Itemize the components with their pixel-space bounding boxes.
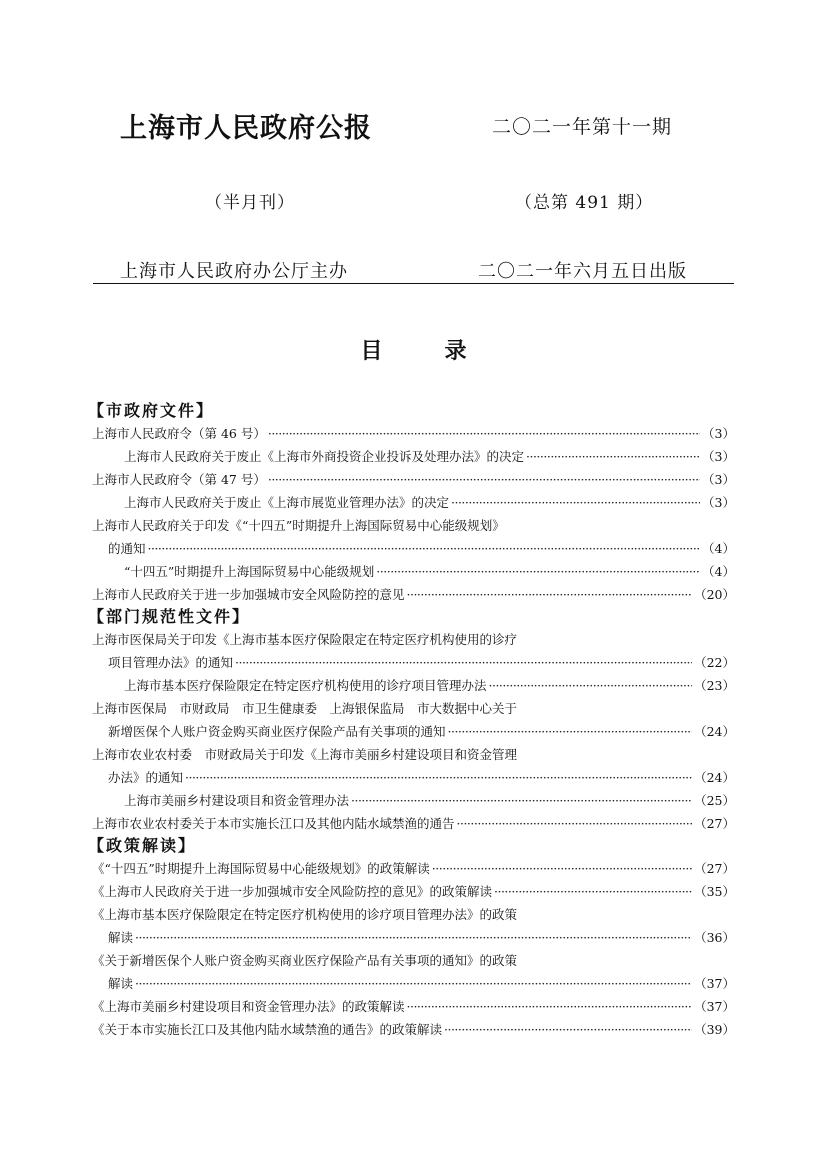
toc-entry[interactable] bbox=[92, 789, 735, 812]
table-of-contents bbox=[88, 400, 735, 1041]
toc-entry[interactable] bbox=[92, 857, 735, 880]
toc-entry[interactable] bbox=[92, 674, 735, 697]
toc-entry[interactable] bbox=[92, 651, 735, 674]
total-issue-label: （总第 491 期） bbox=[515, 193, 654, 213]
masthead-title: 上海市人民政府公报 bbox=[120, 113, 372, 144]
toc-entry[interactable] bbox=[92, 972, 735, 995]
toc-page-number: （37） bbox=[694, 976, 735, 991]
toc-entry[interactable] bbox=[92, 697, 735, 720]
toc-entry[interactable] bbox=[92, 926, 735, 949]
issue-number: 二〇二一年第十一期 bbox=[492, 116, 673, 138]
toc-entry[interactable] bbox=[92, 1018, 735, 1041]
toc-leader-dots bbox=[148, 537, 701, 560]
toc-page-number: （37） bbox=[694, 999, 735, 1014]
toc-entry-title: 上海市农业农村委 市财政局关于印发《上海市美丽乡村建设项目和资金管理 bbox=[92, 747, 518, 762]
toc-entry[interactable] bbox=[92, 949, 735, 972]
toc-leader-dots bbox=[268, 422, 700, 445]
toc-section-heading: 【政策解读】 bbox=[88, 836, 197, 855]
toc-section-heading: 【市政府文件】 bbox=[88, 401, 215, 420]
toc-entry[interactable] bbox=[92, 537, 735, 560]
toc-entry-title: 上海市人民政府令（第 46 号） bbox=[92, 426, 266, 441]
toc-page-number: （4） bbox=[702, 541, 735, 556]
toc-page-number: （24） bbox=[694, 770, 735, 785]
toc-page-number: （3） bbox=[702, 495, 735, 510]
toc-leader-dots bbox=[451, 491, 700, 514]
toc-page-number: （22） bbox=[694, 655, 735, 670]
toc-entry-title: 上海市人民政府关于废止《上海市展览业管理办法》的决定 bbox=[124, 495, 450, 510]
toc-section-heading: 【部门规范性文件】 bbox=[88, 607, 251, 626]
toc-leader-dots bbox=[351, 789, 692, 812]
toc-entry-title: 上海市人民政府令（第 47 号） bbox=[92, 472, 266, 487]
sponsor-label: 上海市人民政府办公厅主办 bbox=[120, 261, 348, 282]
toc-entry[interactable] bbox=[92, 468, 735, 491]
toc-leader-dots bbox=[448, 720, 693, 743]
toc-entry-title: 的通知 bbox=[108, 541, 146, 556]
toc-page-number: （36） bbox=[694, 930, 735, 945]
toc-entry[interactable] bbox=[92, 995, 735, 1018]
toc-entry-title: 解读 bbox=[108, 976, 134, 991]
toc-entry-title: 项目管理办法》的通知 bbox=[108, 655, 234, 670]
toc-entry[interactable] bbox=[92, 491, 735, 514]
toc-entry[interactable] bbox=[92, 628, 735, 651]
toc-entry[interactable] bbox=[92, 743, 735, 766]
toc-leader-dots bbox=[489, 674, 693, 697]
frequency-label: （半月刊） bbox=[205, 193, 295, 213]
toc-entry-title: 《关于新增医保个人账户资金购买商业医疗保险产品有关事项的通知》的政策 bbox=[92, 953, 518, 968]
toc-page-number: （25） bbox=[694, 793, 735, 808]
toc-leader-dots bbox=[526, 445, 700, 468]
toc-entry-title: 《“十四五”时期提升上海国际贸易中心能级规划》的政策解读 bbox=[92, 861, 430, 876]
toc-page-number: （3） bbox=[702, 426, 735, 441]
toc-page-number: （35） bbox=[694, 884, 735, 899]
toc-entry[interactable] bbox=[92, 720, 735, 743]
toc-page-number: （23） bbox=[694, 678, 735, 693]
toc-entry-title: 上海市美丽乡村建设项目和资金管理办法 bbox=[124, 793, 350, 808]
toc-leader-dots bbox=[432, 857, 692, 880]
toc-entry-title: 办法》的通知 bbox=[108, 770, 184, 785]
toc-leader-dots bbox=[376, 560, 700, 583]
toc-entry[interactable] bbox=[92, 560, 735, 583]
toc-page-number: （27） bbox=[694, 816, 735, 831]
toc-leader-dots bbox=[407, 583, 693, 606]
toc-entry-title: 《关于本市实施长江口及其他内陆水域禁渔的通告》的政策解读 bbox=[92, 1022, 443, 1037]
toc-leader-dots bbox=[457, 812, 693, 835]
toc-entry-title: 上海市人民政府关于废止《上海市外商投资企业投诉及处理办法》的决定 bbox=[124, 449, 525, 464]
toc-entry[interactable] bbox=[92, 514, 735, 537]
toc-leader-dots bbox=[407, 995, 693, 1018]
toc-entry-title: 上海市人民政府关于进一步加强城市安全风险防控的意见 bbox=[92, 587, 405, 602]
toc-leader-dots bbox=[185, 766, 692, 789]
toc-entry-title: 上海市基本医疗保险限定在特定医疗机构使用的诊疗项目管理办法 bbox=[124, 678, 487, 693]
toc-leader-dots bbox=[135, 972, 692, 995]
toc-entry-title: 新增医保个人账户资金购买商业医疗保险产品有关事项的通知 bbox=[108, 724, 446, 739]
toc-page-number: （4） bbox=[702, 564, 735, 579]
toc-entry[interactable] bbox=[92, 445, 735, 468]
toc-page-number: （3） bbox=[702, 472, 735, 487]
toc-entry[interactable] bbox=[92, 903, 735, 926]
toc-leader-dots bbox=[235, 651, 692, 674]
toc-page-number: （20） bbox=[694, 587, 735, 602]
toc-entry[interactable] bbox=[92, 766, 735, 789]
toc-entry-title: 《上海市美丽乡村建设项目和资金管理办法》的政策解读 bbox=[92, 999, 405, 1014]
toc-leader-dots bbox=[494, 880, 692, 903]
toc-entry[interactable] bbox=[92, 422, 735, 445]
header-divider bbox=[93, 283, 734, 284]
toc-leader-dots bbox=[444, 1018, 692, 1041]
toc-entry[interactable] bbox=[92, 812, 735, 835]
toc-entry-title: 上海市医保局 市财政局 市卫生健康委 上海银保监局 市大数据中心关于 bbox=[92, 701, 518, 716]
publication-date: 二〇二一年六月五日出版 bbox=[478, 261, 687, 282]
toc-entry-title: 解读 bbox=[108, 930, 134, 945]
toc-entry-title: 上海市医保局关于印发《上海市基本医疗保险限定在特定医疗机构使用的诊疗 bbox=[92, 632, 518, 647]
toc-entry[interactable] bbox=[92, 880, 735, 903]
toc-entry-title: “十四五”时期提升上海国际贸易中心能级规划 bbox=[124, 564, 375, 579]
toc-title: 目录 bbox=[360, 338, 529, 364]
toc-leader-dots bbox=[268, 468, 700, 491]
toc-entry-title: 《上海市基本医疗保险限定在特定医疗机构使用的诊疗项目管理办法》的政策 bbox=[92, 907, 518, 922]
toc-entry-title: 《上海市人民政府关于进一步加强城市安全风险防控的意见》的政策解读 bbox=[92, 884, 493, 899]
toc-page-number: （39） bbox=[694, 1022, 735, 1037]
toc-page-number: （24） bbox=[694, 724, 735, 739]
toc-page-number: （3） bbox=[702, 449, 735, 464]
toc-entry-title: 上海市人民政府关于印发《“十四五”时期提升上海国际贸易中心能级规划》 bbox=[92, 518, 505, 533]
toc-page-number: （27） bbox=[694, 861, 735, 876]
toc-leader-dots bbox=[135, 926, 692, 949]
toc-entry-title: 上海市农业农村委关于本市实施长江口及其他内陆水域禁渔的通告 bbox=[92, 816, 455, 831]
toc-entry[interactable] bbox=[92, 583, 735, 606]
